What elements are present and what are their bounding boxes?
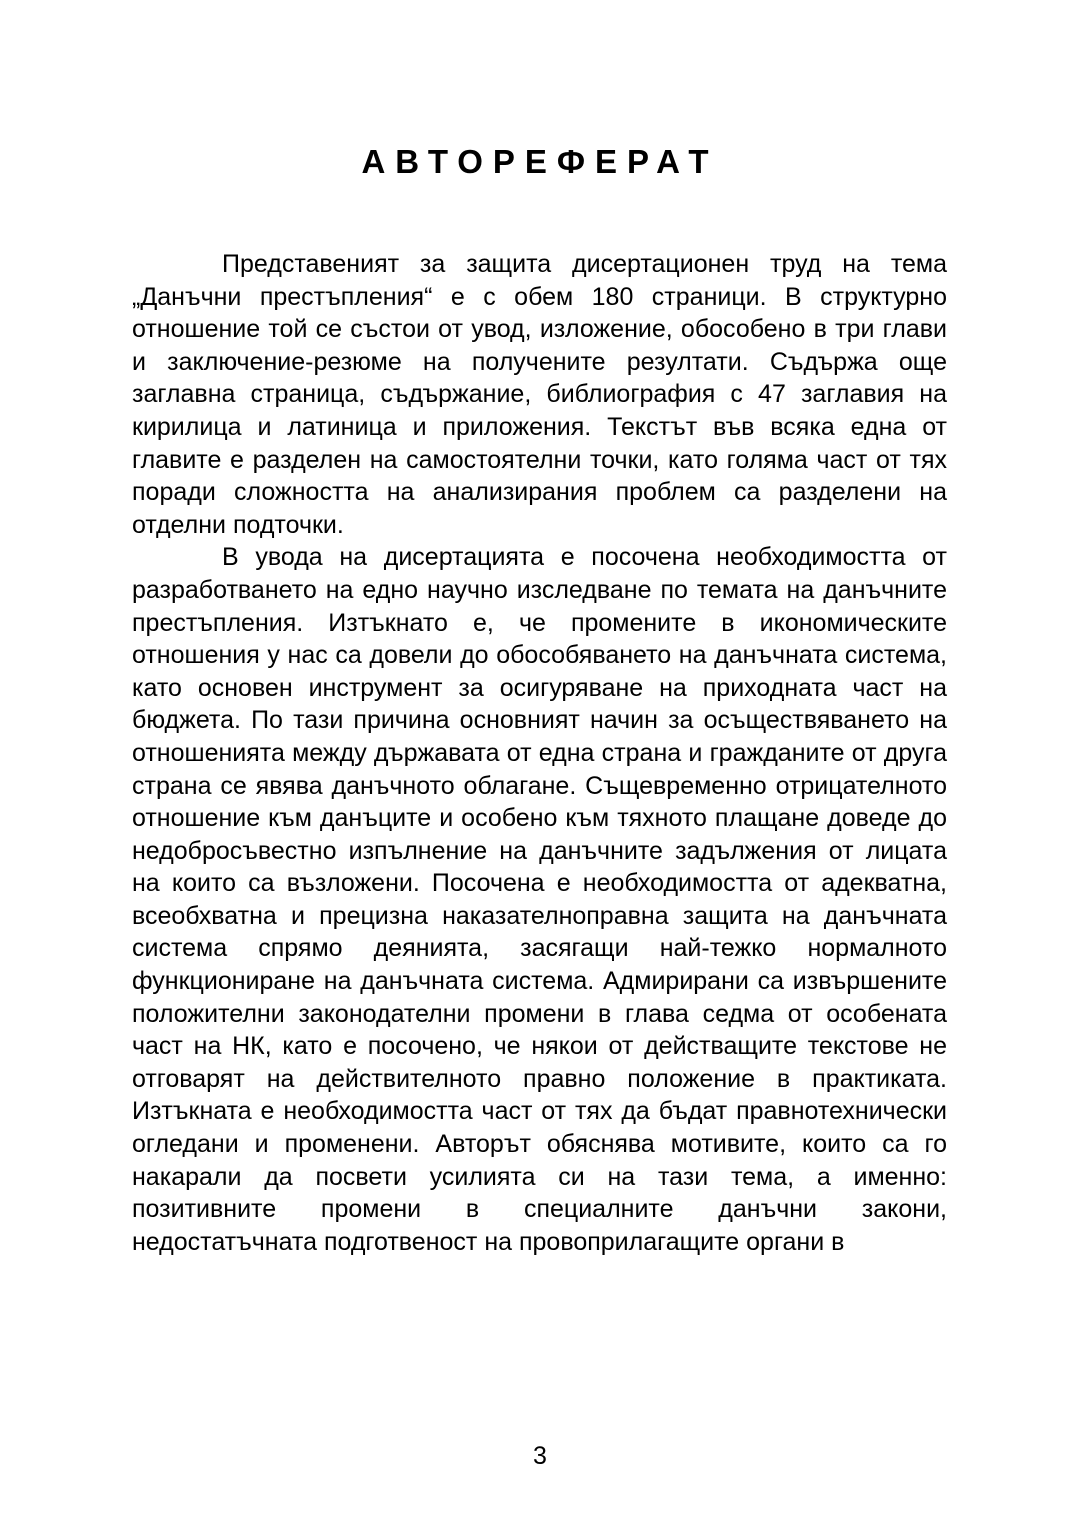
paragraph-2: В увода на дисертацията е посочена необходимостта от разработването на едно научно изследване по темата на данъчните престъпления. Изтъкнато е, че промените в икономическите отношения у нас са довели до обособяването на данъчната система, като основен инструмент за осигуряване на приходната част на бюджета. По тази причина основният начин за осъществяването на отношенията между държавата от една страна и гражданите от друга страна се явява данъчното облагане. Същевременно отрицателното отношение към данъците и особено към тяхното плащане доведе до недобросъвестно изпълнение на данъчните задължения от лицата на които са възложени. Посочена е необходимостта от адекватна, всеобхватна и прецизна наказателноправна защита на данъчната система спрямо деянията, засягащи най-тежко нормалното функциониране на данъчната система. Адмирирани са извършените положителни законодателни промени в глава седма от особената част на НК, като е посочено, че някои от действащите текстове не отговарят на действителното правно положение в практиката. Изтъкната е необходимостта част от тях да бъдат правнотехнически огледани и променени. Авторът обяснява мотивите, които са го накарали да посвети усилията си на тази тема, а именно: позитивните промени в специалните данъчни закони, недостатъчната подготвеност на провоприлагащите органи в bbox=[132, 543, 947, 1256]
page-title: АВТОРЕФЕРАТ bbox=[361, 143, 719, 180]
body-text bbox=[132, 248, 947, 1258]
page-number: 3 bbox=[533, 1442, 547, 1470]
paragraph-1: Представеният за защита дисертационен труд на тема „Данъчни престъпления“ е с обем 180 страници. В структурно отношение той се състои от увод, изложение, обособено в три глави и заключение-резюме на получените резултати. Съдържа още заглавна страница, съдържание, библиография с 47 заглавия на кирилица и латиница и приложения. Текстът във всяка една от главите е разделен на самостоятелни точки, като голяма част от тях поради сложността на анализирания проблем са разделени на отделни подточки. bbox=[132, 250, 947, 539]
